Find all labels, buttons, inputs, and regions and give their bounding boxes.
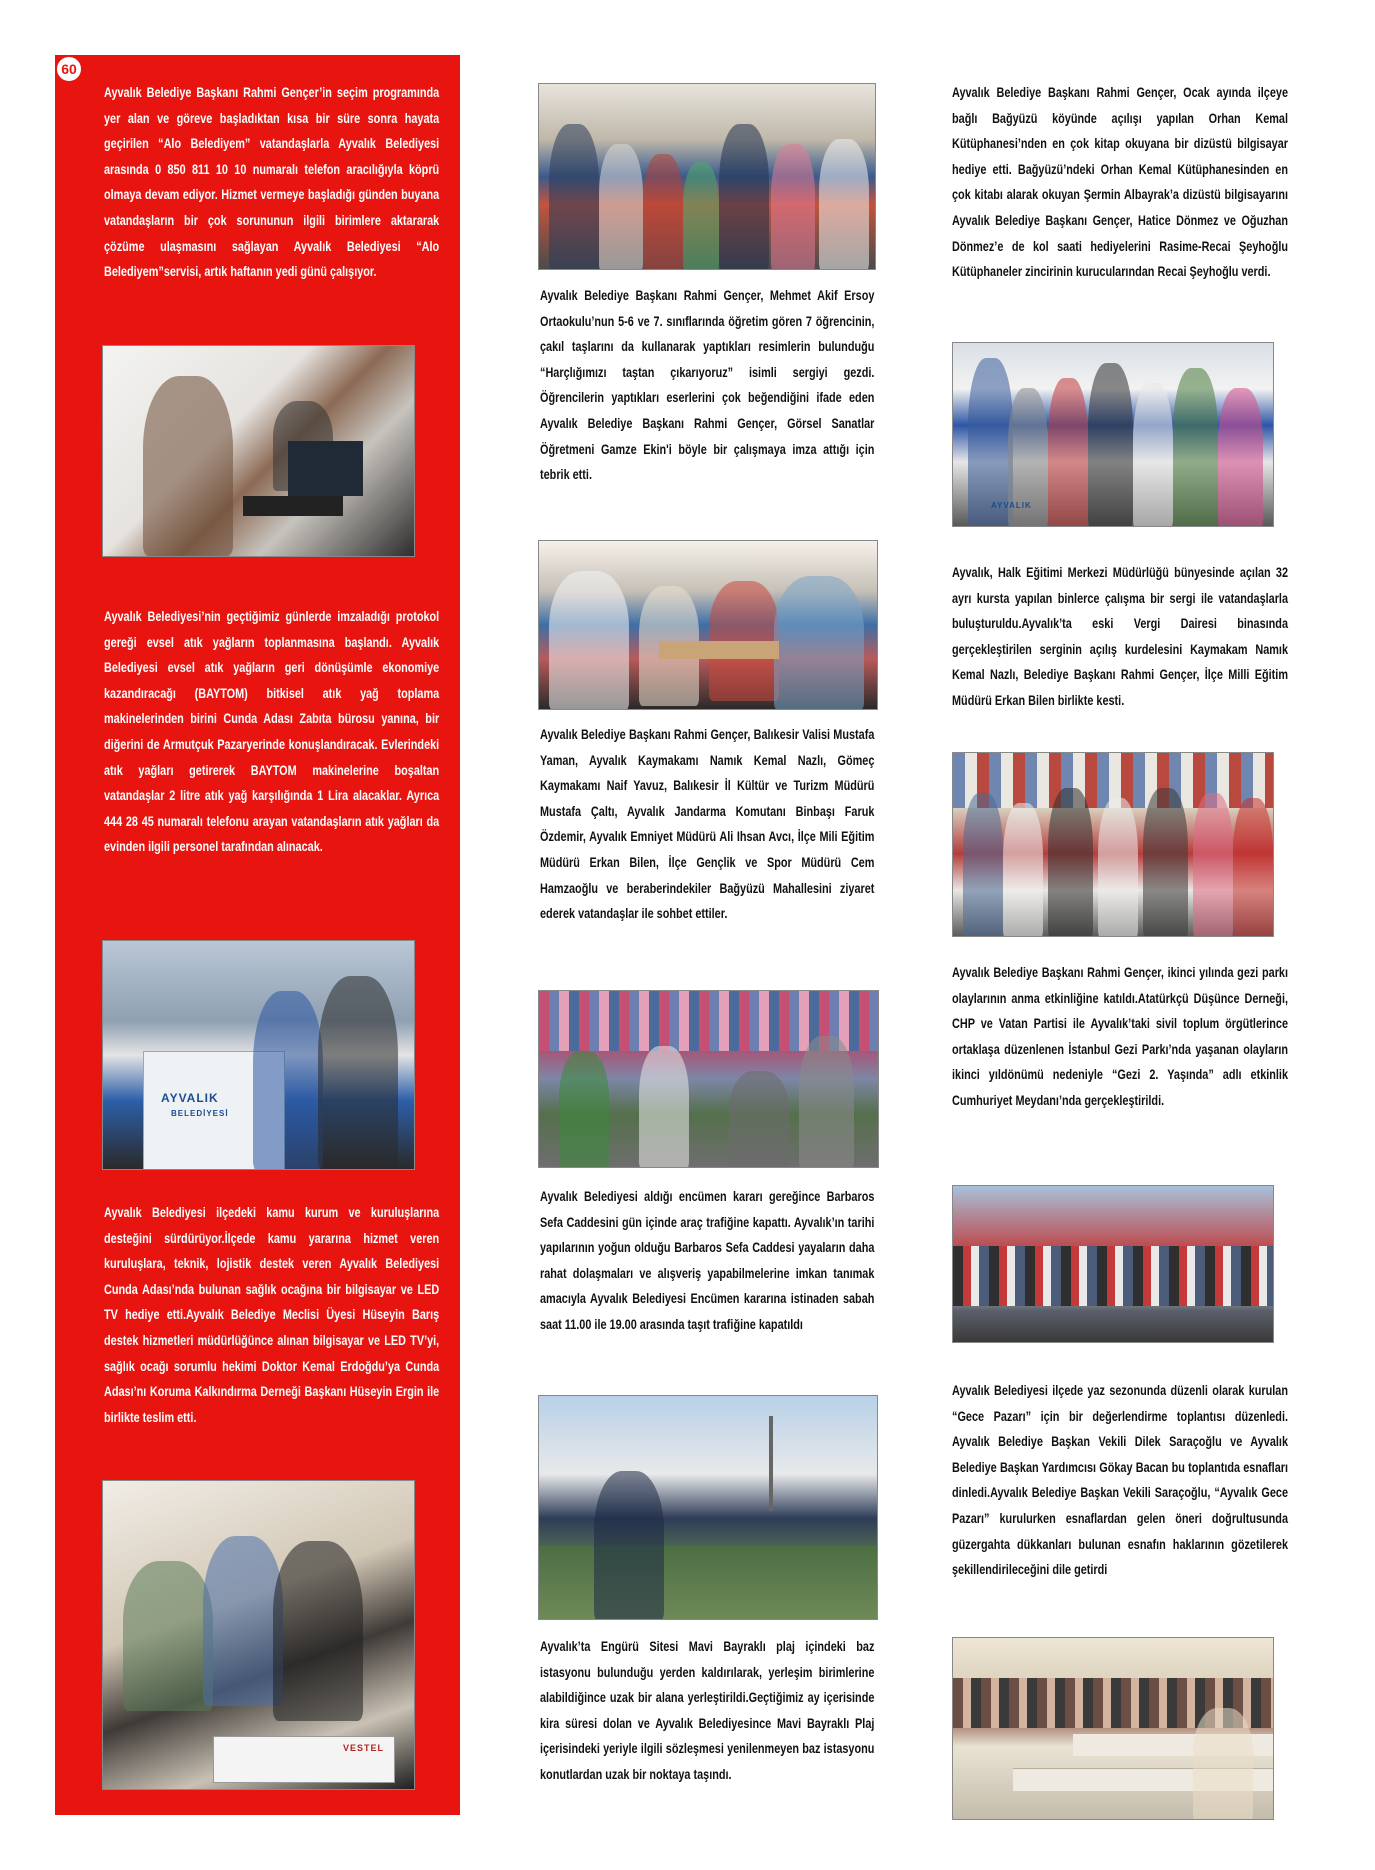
article-barbaros-trafik: Ayvalık Belediyesi aldığı encümen kararı gereğince Barbaros Sefa Caddesini gün içinde araç trafiğine kapattı. Ayvalık’ın tarihi yapılarının yoğun olduğu Barbaros Sefa Caddesi yayaların daha rahat dolaşmaları ve alışveriş yapabilmelerine imkan tanımak amacıyla Ayvalık Belediyesi Encümen kararına istinaden sabah saat 11.00 ile 19.00 arasında taşıt trafiğine kapatıldı — [540, 1189, 875, 1332]
article-gece-pazari: Ayvalık Belediyesi ilçede yaz sezonunda düzenli olarak kurulan “Gece Pazarı” için bir değerlendirme toplantısı düzenledi. Ayvalık Belediye Başkan Vekili Dilek Saraçoğlu ve Ayvalık Belediye Başkan Yardımcısı Gökay Bacan bu toplantıda esnafları dinledi.Ayvalık Belediye Başkan Vekili Saraçoğlu, “Ayvalık Gece Pazarı” kurulurken esnaflardan gelen öneri doğrultusunda güzergahta dükkanları bulunan esnafın haklarının gözetilerek şekillendirileceğini dile getirdi — [952, 1383, 1288, 1578]
belediyesi-brand-label: BELEDİYESİ — [171, 1109, 229, 1118]
article-baz-istasyonu: Ayvalık’ta Engürü Sitesi Mavi Bayraklı plaj içindeki baz istasyonu bulunduğu yerden kaldırılarak, yerleşim birimlerine alabildiğince uzak bir alana yerleştirildi.Geçtiğimiz ay içerisinde kira süresi dolan ve Ayvalık Belediyesince Mavi Bayraklı Plaj içerisindeki yeriyle ilgili sözleşmesi yenilenmeyen baz istasyonu konutlardan uzak bir noktaya taşındı. — [540, 1639, 875, 1782]
article-balikesir-valisi: Ayvalık Belediye Başkanı Rahmi Gençer, Balıkesir Valisi Mustafa Yaman, Ayvalık Kaymakamı Namık Kemal Nazlı, Gömeç Kaymakamı Naif Yavuz, Balıkesir İl Kültür ve Turizm Müdürü Mustafa Çaltı, Ayvalık Jandarma Komutanı Binbaşı Faruk Özdemir, Ayvalık Emniyet Müdürü Ali Ihsan Avcı, İlçe Mili Eğitim Müdürü Erkan Bilen, İlçe Gençlik ve Spor Müdürü Cem Hamzaoğlu ve beraberindekiler Bağyüzü Mahallesini ziyaret ederek vatandaşlar ile sohbet ettiler. — [540, 727, 875, 922]
photo-call-center — [102, 345, 415, 557]
article-gezi-2-yasinda: Ayvalık Belediye Başkanı Rahmi Gençer, ikinci yılında gezi parkı olaylarının anma etkinliğine katıldı.Atatürkçü Düşünce Derneği, CHP ve Vatan Partisi ile Ayvalık’taki sivil toplum örgütlerince ortaklaşa düzenlenen İstanbul Gezi Parkı’nda yaşanan olayların ikinci yıldönümü nedeniyle “Gezi 2. Yaşında” adlı etkinlik Cumhuriyet Meydanı’nda gerçekleştirildi. — [952, 965, 1288, 1108]
article-mehmet-akif-ersoy: Ayvalık Belediye Başkanı Rahmi Gençer, Mehmet Akif Ersoy Ortaokulu’nun 5-6 ve 7. sınıflarında öğretim gören 7 öğrencinin, çakıl taşlarını da kullanarak yaptıkları resimlerin bulunduğu “Harçlığımızı taştan çıkarıyoruz” isimli sergiyi gezdi. Öğrencilerin yaptıkları eserlerini çok beğendiğini ifade eden Ayvalık Belediye Başkanı Rahmi Gençer, Görsel Sanatlar Öğretmeni Gamze Ekin'i böyle bir çalışmaya imza attığı için tebrik etti. — [540, 288, 875, 483]
photo-gece-pazari-meeting — [952, 1637, 1274, 1820]
ayvalik-banner-label: AYVALIK — [991, 501, 1032, 510]
photo-laptop-gift — [952, 342, 1274, 527]
vestel-brand-label: VESTEL — [343, 1743, 385, 1753]
article-cunda-saglik-ocagi: Ayvalık Belediyesi ilçedeki kamu kurum ve kuruluşlarına desteğini sürdürüyor.İlçede kamu yararına hizmet veren kuruluşlara, teknik, lojistik destek veren Ayvalık Belediyesi Cunda Adası’nda bulunan sağlık ocağına bir bilgisayar ve LED TV hediye etti.Ayvalık Belediye Meclisi Üyesi Hüseyin Barış destek hizmetleri müdürlüğünce alınan bilgisayar ve LED TV’yi, sağlık ocağı sorumlu hekimi Doktor Kemal Erdoğdu’ya Cunda Adası’nı Koruma Kalkındırma Derneği Başkanı Hüseyin Ergin ile birlikte teslim etti. — [104, 1205, 440, 1425]
article-orhan-kemal-kutuphanesi: Ayvalık Belediye Başkanı Rahmi Gençer, Ocak ayında ilçeye bağlı Bağyüzü köyünde açılışı yapılan Orhan Kemal Kütüphanesi’nden en çok kitap okuyana bir dizüstü bilgisayar hediye etti. Bağyüzü’ndeki Orhan Kemal Kütüphanesinden en çok kitabı alarak okuyan Şermin Albayrak’a dizüstü bilgisayarını Ayvalık Belediye Başkanı Gençer, Hatice Dönmez ve Oğuzhan Dönmez’e de kol saati hediyelerini Rasime-Recai Şeyhoğlu Kütüphaneler zincirinin kurucularından Recai Şeyhoğlu verdi. — [952, 85, 1288, 280]
photo-bagyuzu-visit-table — [538, 540, 878, 710]
photo-baz-istasyonu-beach — [538, 1395, 878, 1620]
article-halk-egitimi-sergi: Ayvalık, Halk Eğitimi Merkezi Müdürlüğü bünyesinde açılan 32 ayrı kursta yapılan binlerce çalışma bir sergi ile vatandaşlarla buluşturuldu.Ayvalık’ta eski Vergi Dairesi binasında gerçekleştirilen serginin açılış kurdelesini Kaymakam Namık Kemal Nazlı, Belediye Başkanı Rahmi Gençer, İlçe Milli Eğitim Müdürü Erkan Bilen birlikte kesti. — [952, 565, 1288, 708]
photo-baytom-machine — [102, 940, 415, 1170]
photo-barbaros-sefa-caddesi — [538, 990, 879, 1168]
page-number-badge: 60 — [55, 55, 83, 83]
photo-harcligimizi-tastan-exhibit — [538, 83, 876, 270]
photo-led-tv-donation — [102, 1480, 415, 1790]
ayvalik-brand-label: AYVALIK — [161, 1091, 219, 1105]
photo-cumhuriyet-meydani-crowd — [952, 1185, 1274, 1343]
photo-sergi-ribbon-cutting — [952, 752, 1274, 937]
article-atik-yag: Ayvalık Belediyesi’nin geçtiğimiz günlerde imzaladığı protokol gereği evsel atık yağların toplanmasına başlandı. Ayvalık Belediyesi evsel atık yağların geri dönüşümle ekonomiye kazandıracağı (BAYTOM) bitkisel atık yağ toplama makinelerinden birini Cunda Adası Zabıta bürosu yanına, bir diğerini de Armutçuk Pazaryerinde konuşlandıracak. Evlerindeki atık yağları getirerek BAYTOM makinelerine boşaltan vatandaşlar 2 litre atık yağ karşılığında 1 Lira alacaklar. Ayrıca 444 28 45 numaralı telefonu arayan vatandaşların atık yağları da evinden ilgili personel tarafından alınacak. — [104, 609, 440, 855]
article-alo-belediyem: Ayvalık Belediye Başkanı Rahmi Gençer’in seçim programında yer alan ve göreve başladıktan kısa bir süre sonra hayata geçirilen “Alo Belediyem” vatandaşlarla Ayvalık Belediyesi arasında 0 850 811 10 10 numaralı telefon aracılığıyla köprü olmaya devam ediyor. Hizmet vermeye başladığı günden buyana vatandaşların bir çok sorununun ilgili birimlere aktararak çözüme ulaşmasını sağlayan Ayvalık Belediyesi “Alo Belediyem”servisi, artık haftanın yedi günü çalışıyor. — [104, 85, 440, 280]
